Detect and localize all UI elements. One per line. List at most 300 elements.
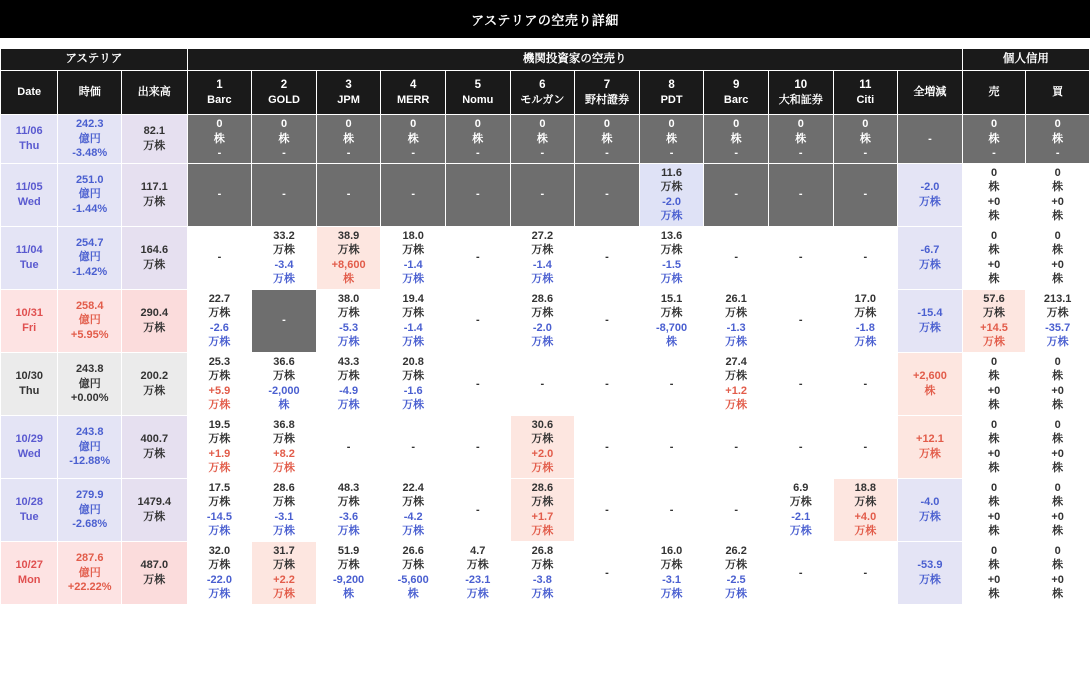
cell-line: 万株 <box>531 588 554 601</box>
volume-line: 万株 <box>143 510 166 523</box>
broker-cell-3 <box>316 226 381 289</box>
cell-line: 0 <box>990 118 998 130</box>
cell-line: 万株 <box>337 336 360 349</box>
column-header-野村證券[interactable] <box>575 71 640 115</box>
cell-line: +0 <box>1051 195 1064 208</box>
cell-line: - <box>798 566 803 579</box>
cell-line: +0 <box>1051 258 1064 271</box>
cell-line: 0 <box>345 118 352 130</box>
cell-line: 株 <box>1052 273 1064 286</box>
cell-line: - <box>540 188 545 201</box>
cell-line: 0 <box>990 418 998 431</box>
table-row[interactable] <box>1 352 1090 415</box>
cell-line: 19.4 <box>402 292 424 305</box>
broker-cell-1 <box>187 115 252 164</box>
column-header-売[interactable] <box>962 71 1026 115</box>
margin-buy-cell <box>1026 352 1090 415</box>
market-cap-line: 242.3 <box>75 118 104 130</box>
cell-line: 0 <box>990 166 998 179</box>
cell-line: 26.6 <box>402 544 424 557</box>
broker-cell-6 <box>510 163 575 226</box>
cell-line: 株 <box>1052 525 1064 538</box>
cell-line: -5,600 <box>397 573 429 586</box>
broker-cell-11 <box>833 289 898 352</box>
title-table-spacer <box>0 38 1090 48</box>
column-label: 大和証券 <box>778 93 823 106</box>
cell-line: 万株 <box>1046 336 1069 349</box>
row-market-cap <box>58 478 122 541</box>
column-label: 出来高 <box>137 86 171 99</box>
row-date <box>1 478 58 541</box>
cell-line: - <box>475 377 480 390</box>
broker-cell-11 <box>833 226 898 289</box>
broker-cell-10 <box>768 415 833 478</box>
cell-line: - <box>411 440 416 453</box>
row-volume <box>121 478 187 541</box>
market-cap-line: 251.0 <box>75 173 104 186</box>
broker-cell-6 <box>510 415 575 478</box>
margin-buy-cell <box>1026 115 1090 164</box>
cell-line: -4.2 <box>403 510 423 523</box>
row-market-cap <box>58 289 122 352</box>
broker-cell-10 <box>768 163 833 226</box>
total-change-cell <box>898 163 963 226</box>
margin-sell-cell <box>962 163 1026 226</box>
cell-line: 0 <box>1054 229 1061 242</box>
column-label: 売 <box>988 86 1000 99</box>
margin-sell-cell <box>962 415 1026 478</box>
cell-line: -1.8 <box>855 321 875 334</box>
cell-line: -2.0 <box>920 181 940 194</box>
cell-line: - <box>411 188 416 201</box>
cell-line: 万株 <box>660 244 683 257</box>
volume-line: 117.1 <box>140 181 168 194</box>
broker-cell-11 <box>833 352 898 415</box>
cell-line: -3.8 <box>532 573 552 586</box>
broker-cell-11 <box>833 415 898 478</box>
broker-cell-3 <box>316 289 381 352</box>
row-market-cap <box>58 115 122 164</box>
column-header-大和証券[interactable] <box>768 71 833 115</box>
cell-line: 32.0 <box>208 544 231 557</box>
market-cap-line: -1.44% <box>72 202 108 215</box>
cell-line: -4.9 <box>339 384 359 397</box>
column-header-Barc[interactable] <box>187 71 252 115</box>
market-cap-line: -2.68% <box>72 518 108 531</box>
cell-line: 株 <box>343 588 355 601</box>
cell-line: 万株 <box>208 525 231 538</box>
broker-cell-5 <box>445 289 510 352</box>
column-header-MERR[interactable] <box>381 71 446 115</box>
market-cap-line: 億円 <box>78 503 101 516</box>
cell-line: 株 <box>988 399 1000 412</box>
cell-line: 万株 <box>725 399 748 412</box>
cell-line: 株 <box>666 132 678 145</box>
row-volume <box>121 163 187 226</box>
column-header-買[interactable] <box>1026 71 1090 115</box>
cell-line: - <box>605 188 609 201</box>
volume-line: 400.7 <box>140 433 169 446</box>
cell-line: - <box>475 440 480 453</box>
cell-line: 33.2 <box>273 229 295 242</box>
cell-line: 株 <box>407 588 419 601</box>
cell-line: - <box>605 377 609 390</box>
margin-sell-cell <box>962 115 1026 164</box>
column-header-Barc[interactable] <box>704 71 769 115</box>
broker-cell-7 <box>575 415 640 478</box>
cell-line: 万株 <box>531 273 554 286</box>
date-line: 10/30 <box>15 370 43 383</box>
cell-line: +12.1 <box>916 433 944 446</box>
cell-line: 万株 <box>208 496 231 509</box>
cell-line: 22.7 <box>208 292 231 305</box>
broker-cell-7 <box>575 541 640 604</box>
cell-line: - <box>669 147 674 160</box>
cell-line: - <box>863 147 868 160</box>
cell-line: 万株 <box>660 210 683 223</box>
cell-line: 株 <box>859 132 871 145</box>
market-cap-line: 279.9 <box>75 489 104 502</box>
column-index: 3 <box>345 78 352 91</box>
cell-line: +0 <box>987 195 1001 208</box>
broker-cell-7 <box>575 289 640 352</box>
cell-line: - <box>863 188 868 201</box>
cell-line: - <box>605 147 609 160</box>
cell-line: 0 <box>797 118 804 130</box>
cell-line: +4.0 <box>854 510 877 523</box>
cell-line: -1.5 <box>662 258 682 271</box>
cell-line: 万株 <box>854 496 877 509</box>
cell-line: 0 <box>474 118 481 130</box>
cell-line: -3.4 <box>274 258 294 271</box>
row-date <box>1 352 58 415</box>
cell-line: +1.9 <box>208 447 231 460</box>
date-line: Tue <box>19 258 39 271</box>
cell-line: 6.9 <box>793 481 809 494</box>
cell-line: 万株 <box>337 307 360 320</box>
column-label: Barc <box>207 93 232 106</box>
volume-line: 164.6 <box>140 244 169 257</box>
cell-line: 株 <box>278 399 290 412</box>
group-header-0: アステリア <box>1 49 188 71</box>
cell-line: 57.6 <box>983 292 1005 305</box>
cell-line: +1.7 <box>531 510 554 523</box>
cell-line: 株 <box>988 273 1000 286</box>
cell-line: 万株 <box>208 559 231 572</box>
broker-cell-1 <box>187 289 252 352</box>
cell-line: -5.3 <box>339 321 359 334</box>
cell-line: 万株 <box>337 525 360 538</box>
cell-line: - <box>669 440 674 453</box>
margin-buy-cell <box>1026 478 1090 541</box>
cell-line: - <box>282 188 286 201</box>
market-cap-line: +22.22% <box>67 581 112 594</box>
cell-line: - <box>605 566 609 579</box>
cell-line: 15.1 <box>660 292 683 305</box>
cell-line: 株 <box>988 462 1000 475</box>
cell-line: +2,600 <box>912 370 947 383</box>
cell-line: - <box>798 188 803 201</box>
cell-line: 万株 <box>725 559 748 572</box>
column-header-PDT[interactable] <box>639 71 704 115</box>
row-volume <box>121 541 187 604</box>
cell-line: - <box>346 188 351 201</box>
cell-line: 万株 <box>660 181 683 194</box>
broker-cell-9 <box>704 226 769 289</box>
cell-line: - <box>540 147 545 160</box>
cell-line: - <box>734 147 738 160</box>
cell-line: 万株 <box>531 433 554 446</box>
row-volume <box>121 115 187 164</box>
broker-cell-6 <box>510 352 575 415</box>
cell-line: 万株 <box>725 370 748 383</box>
total-change-cell <box>898 352 963 415</box>
cell-line: -3.1 <box>274 510 294 523</box>
market-cap-line: 億円 <box>78 566 101 579</box>
column-index: 6 <box>539 78 546 91</box>
cell-line: +0 <box>1051 573 1064 586</box>
cell-line: 万株 <box>660 273 683 286</box>
cell-line: - <box>540 377 545 390</box>
cell-line: 万株 <box>918 258 941 271</box>
broker-cell-2 <box>252 163 317 226</box>
cell-line: 万株 <box>273 588 295 601</box>
column-header-GOLD[interactable] <box>252 71 317 115</box>
column-header-Nomu[interactable] <box>445 71 510 115</box>
cell-line: 万株 <box>273 525 295 538</box>
cell-line: 万株 <box>983 307 1006 320</box>
cell-line: - <box>669 503 674 516</box>
cell-line: 万株 <box>918 573 941 586</box>
table-row[interactable] <box>1 415 1090 478</box>
broker-cell-1 <box>187 541 252 604</box>
column-header-出来高[interactable] <box>121 71 187 115</box>
cell-line: 株 <box>1052 559 1064 572</box>
cell-line: 株 <box>536 132 548 145</box>
cell-line: +0 <box>1051 510 1064 523</box>
volume-line: 1479.4 <box>137 496 172 509</box>
broker-cell-5 <box>445 352 510 415</box>
volume-line: 万株 <box>143 384 166 397</box>
cell-line: 万株 <box>531 336 554 349</box>
broker-cell-10 <box>768 352 833 415</box>
broker-cell-5 <box>445 415 510 478</box>
date-line: 10/29 <box>15 433 43 446</box>
market-cap-line: 億円 <box>78 440 101 453</box>
table-row[interactable] <box>1 163 1090 226</box>
column-label: MERR <box>396 93 430 106</box>
column-index: 5 <box>474 78 481 91</box>
cell-line: 万株 <box>531 525 554 538</box>
cell-line: 27.4 <box>725 355 747 368</box>
cell-line: 28.6 <box>531 292 554 305</box>
broker-cell-9 <box>704 352 769 415</box>
cell-line: 株 <box>1052 210 1064 223</box>
cell-line: 16.0 <box>660 544 683 557</box>
date-line: Wed <box>17 195 41 208</box>
cell-line: -1.4 <box>403 321 423 334</box>
date-line: Mon <box>17 573 41 586</box>
table-row[interactable] <box>1 478 1090 541</box>
cell-line: - <box>734 251 738 264</box>
date-line: Wed <box>17 447 41 460</box>
cell-line: -2.0 <box>532 321 552 334</box>
broker-cell-8 <box>639 415 704 478</box>
cell-line: 万株 <box>466 588 489 601</box>
cell-line: +0 <box>987 573 1001 586</box>
cell-line: - <box>217 147 222 160</box>
broker-cell-6 <box>510 226 575 289</box>
broker-cell-9 <box>704 415 769 478</box>
broker-cell-10 <box>768 541 833 604</box>
broker-cell-4 <box>381 478 446 541</box>
cell-line: +2.2 <box>273 573 295 586</box>
column-index: 1 <box>216 78 223 91</box>
cell-line: 株 <box>730 132 742 145</box>
table-row[interactable] <box>1 541 1090 604</box>
cell-line: - <box>475 503 480 516</box>
volume-line: 万株 <box>143 195 166 208</box>
cell-line: 0 <box>1054 118 1061 130</box>
column-header-Date[interactable] <box>1 71 58 115</box>
broker-cell-10 <box>768 478 833 541</box>
cell-line: 27.2 <box>531 229 554 242</box>
cell-line: 株 <box>988 525 1000 538</box>
cell-line: -15.4 <box>917 307 943 320</box>
broker-cell-2 <box>252 478 317 541</box>
cell-line: 万株 <box>402 273 425 286</box>
cell-line: 万株 <box>273 462 295 475</box>
cell-line: 万株 <box>337 370 360 383</box>
cell-line: 万株 <box>208 588 231 601</box>
row-volume <box>121 352 187 415</box>
cell-line: - <box>734 188 738 201</box>
cell-line: 213.1 <box>1043 292 1072 305</box>
cell-line: 万株 <box>337 559 360 572</box>
column-header-全増減[interactable] <box>898 71 963 115</box>
cell-line: -2,000 <box>268 384 300 397</box>
cell-line: +8.2 <box>273 447 295 460</box>
date-line: Thu <box>19 384 40 397</box>
market-cap-line: -1.42% <box>72 265 108 278</box>
cell-line: 13.6 <box>660 229 683 242</box>
cell-line: -35.7 <box>1045 321 1071 334</box>
column-label: 全増減 <box>913 86 947 99</box>
cell-line: 株 <box>601 132 613 145</box>
cell-line: 20.8 <box>402 355 424 368</box>
cell-line: 万株 <box>208 399 231 412</box>
broker-cell-11 <box>833 478 898 541</box>
date-line: 10/31 <box>15 307 43 320</box>
cell-line: 株 <box>278 132 290 145</box>
cell-line: 43.3 <box>337 355 360 368</box>
total-change-cell <box>898 115 963 164</box>
column-index: 4 <box>409 78 417 91</box>
cell-line: -1.4 <box>532 258 552 271</box>
broker-cell-4 <box>381 163 446 226</box>
total-change-cell <box>898 478 963 541</box>
cell-line: +0 <box>987 384 1001 397</box>
cell-line: 0 <box>603 118 611 130</box>
cell-line: 22.4 <box>402 481 424 494</box>
column-label: GOLD <box>268 93 300 106</box>
margin-sell-cell <box>962 226 1026 289</box>
date-line: 11/04 <box>15 244 43 257</box>
cell-line: 株 <box>1052 370 1064 383</box>
table-row[interactable] <box>1 115 1090 164</box>
cell-line: +14.5 <box>980 321 1008 334</box>
column-header-モルガン[interactable] <box>510 71 575 115</box>
cell-line: 株 <box>988 181 1000 194</box>
margin-buy-cell <box>1026 289 1090 352</box>
volume-line: 万株 <box>143 321 166 334</box>
column-header-row <box>1 71 1090 115</box>
date-line: 10/27 <box>15 559 43 572</box>
cell-line: 48.3 <box>337 481 360 494</box>
cell-line: 18.0 <box>402 229 424 242</box>
column-index: 9 <box>732 78 740 91</box>
cell-line: 万株 <box>918 321 941 334</box>
broker-cell-4 <box>381 115 446 164</box>
cell-line: 17.0 <box>854 292 877 305</box>
column-header-JPM[interactable] <box>316 71 381 115</box>
cell-line: 万株 <box>854 307 877 320</box>
cell-line: 万株 <box>918 447 941 460</box>
cell-line: 万株 <box>660 559 683 572</box>
cell-line: 万株 <box>789 496 812 509</box>
group-header-row <box>1 49 1090 71</box>
cell-line: 0 <box>733 118 740 130</box>
volume-line: 万株 <box>143 447 166 460</box>
column-header-時価[interactable] <box>58 71 122 115</box>
cell-line: 万株 <box>273 273 295 286</box>
broker-cell-1 <box>187 163 252 226</box>
cell-line: - <box>863 377 868 390</box>
column-label: Barc <box>723 93 749 106</box>
group-header-1: 機関投資家の空売り <box>187 49 962 71</box>
table-row[interactable] <box>1 226 1090 289</box>
cell-line: 36.6 <box>273 355 295 368</box>
margin-buy-cell <box>1026 226 1090 289</box>
broker-cell-9 <box>704 115 769 164</box>
cell-line: 4.7 <box>470 544 486 557</box>
cell-line: - <box>346 147 351 160</box>
cell-line: 株 <box>213 132 225 145</box>
cell-line: 万株 <box>402 336 425 349</box>
column-index: 10 <box>794 78 808 91</box>
cell-line: 株 <box>343 273 355 286</box>
cell-line: - <box>734 503 738 516</box>
row-date <box>1 115 58 164</box>
cell-line: 万株 <box>273 244 295 257</box>
cell-line: - <box>282 147 286 160</box>
cell-line: 万株 <box>402 244 425 257</box>
broker-cell-7 <box>575 226 640 289</box>
cell-line: 38.0 <box>337 292 360 305</box>
table-body <box>1 115 1090 605</box>
broker-cell-1 <box>187 415 252 478</box>
table-row[interactable] <box>1 289 1090 352</box>
broker-cell-5 <box>445 541 510 604</box>
window-titlebar <box>0 0 1090 38</box>
cell-line: 万株 <box>208 307 231 320</box>
cell-line: 19.5 <box>208 418 231 431</box>
cell-line: 万株 <box>1046 307 1069 320</box>
column-header-Citi[interactable] <box>833 71 898 115</box>
cell-line: -23.1 <box>465 573 491 586</box>
margin-buy-cell <box>1026 415 1090 478</box>
cell-line: +0 <box>987 510 1001 523</box>
